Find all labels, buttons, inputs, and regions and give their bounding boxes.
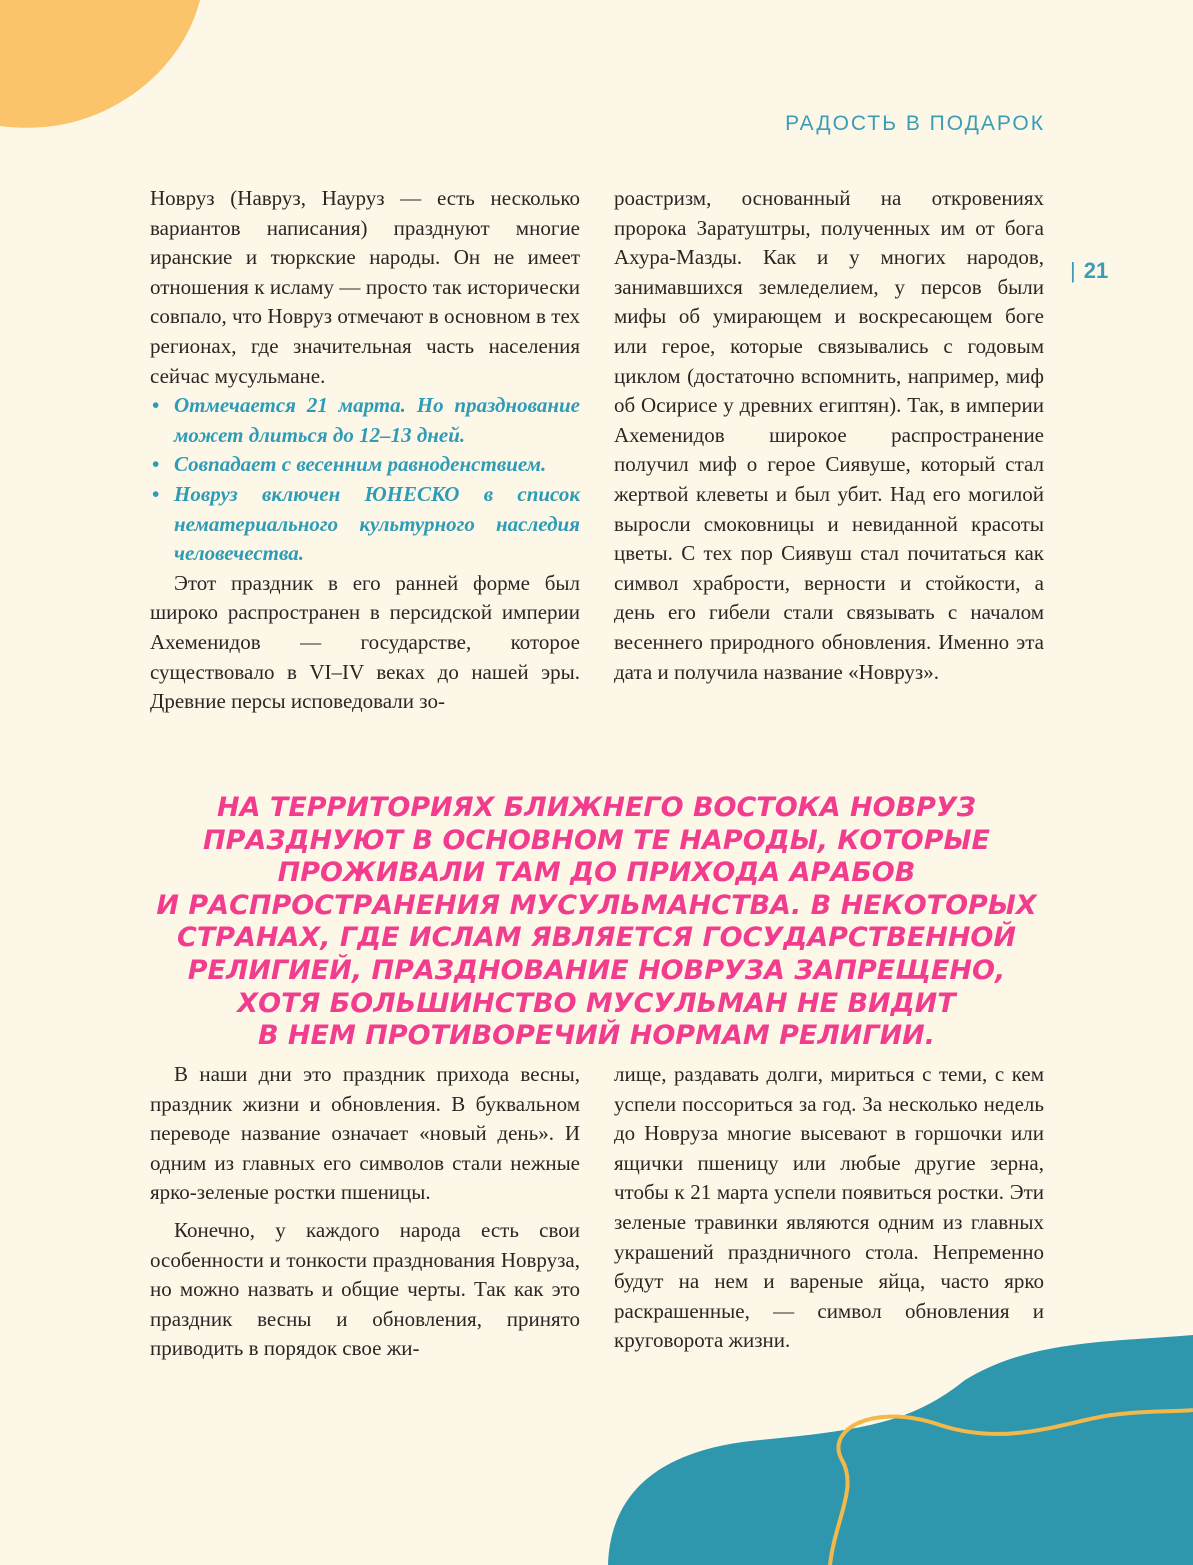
- fact-item: • Совпадает с весенним равноденствием.: [152, 452, 547, 477]
- teal-wave-bottom-right: [608, 1335, 1193, 1565]
- pull-quote-line: И РАСПРОСТРАНЕНИЯ МУСУЛЬМАНСТВА. В НЕКОТОРЫХ: [156, 889, 1037, 921]
- pull-quote-line: НА ТЕРРИТОРИЯХ БЛИЖНЕГО ВОСТОКА НОВРУЗ: [217, 792, 976, 823]
- bottom-right-column: [614, 1060, 1044, 1356]
- spring-paragraph: В наши дни это праздник прихода весны, праздник жизни и обновления. В буквальном переводе название означает «новый день». И одним из главных его символов стали нежные ярко-зеленые ростки пшеницы.: [150, 1062, 580, 1205]
- page-number-value: 21: [1083, 258, 1109, 283]
- facts-list: [150, 391, 580, 569]
- myth-paragraph: роастризм, основанный на откровениях пророка Заратуштры, полученных им от бога Ахура-Мазды. Как и у многих народов, занимавшихся земледелием, у персов были мифы об умирающем и воскресающем боге или герое, которые связывались с годовым циклом (достаточно вспомнить, например, миф об Осирисе у древних египтян). Так, в империи Ахеменидов широкое распространение получил миф о герое Сиявуше, который стал жертвой клеветы и был убит. Над его могилой выросли смоковницы и невиданной красоты цветы. С тех пор Сиявуш стал почитаться как символ храбрости, верности и стойкости, а день его гибели стали связывать с началом весеннего природного обновления. Именно эта дата и получила название «Новруз».: [614, 186, 1044, 684]
- pull-quote-line: СТРАНАХ, ГДЕ ИСЛАМ ЯВЛЯЕТСЯ ГОСУДАРСТВЕННОЙ: [177, 922, 1016, 954]
- pull-quote-line: В НЕМ ПРОТИВОРЕЧИЙ НОРМАМ РЕЛИГИИ.: [257, 1020, 936, 1052]
- intro-paragraph: Новруз (Навруз, Науруз — есть несколько вариантов написания) празднуют многие иранские и тюркские народы. Он не имеет отношения к исламу — просто так исторически совпало, что Новруз отмечают в основном в тех регионах, где значительная часть населения сейчас мусульмане.: [150, 186, 580, 388]
- top-right-column: [614, 184, 1044, 687]
- history-paragraph: Этот праздник в его ранней форме был широко распространен в персидской империи Ахеменидов — государстве, которое существовало в VI–IV веках до нашей эры. Древние персы исповедовали зо-: [150, 570, 580, 714]
- orange-blob-top-left: [0, 0, 200, 128]
- page-number: | 21: [1070, 258, 1109, 283]
- section-title: РАДОСТЬ В ПОДАРОК: [785, 112, 1045, 135]
- pull-quote-line: РЕЛИГИЕЙ, ПРАЗДНОВАНИЕ НОВРУЗА ЗАПРЕЩЕНО,: [187, 954, 1006, 986]
- bottom-left-column: [150, 1060, 580, 1364]
- traditions-paragraph: Конечно, у каждого народа есть свои особенности и тонкости празднования Новруза, но можно назвать и общие черты. Так как это праздник весны и обновления, принято приводить в порядок свое жи-: [150, 1217, 580, 1361]
- top-left-column: [150, 184, 580, 717]
- pull-quote: [140, 792, 1053, 1053]
- fact-item: • Отмечается 21 марта. Но празднование может длиться до 12–13 дней.: [152, 393, 580, 447]
- table-paragraph: лище, раздавать долги, мириться с теми, с кем успели поссориться за год. За несколько недель до Новруза многие высевают в горшочки или ящички пшеницу или любые другие зерна, чтобы к 21 марта успели появиться ростки. Эти зеленые травинки являются одним из главных украшений праздничного стола. Непременно будут на нем и вареные яйца, часто ярко раскрашенные, — символ обновления и круговорота жизни.: [614, 1062, 1044, 1353]
- pull-quote-line: ПРАЗДНУЮТ В ОСНОВНОМ ТЕ НАРОДЫ, КОТОРЫЕ: [203, 824, 990, 856]
- fact-item: • Новруз включен ЮНЕСКО в список нематериального культурного наследия человечества.: [152, 481, 580, 566]
- pull-quote-line: ХОТЯ БОЛЬШИНСТВО МУСУЛЬМАН НЕ ВИДИТ: [237, 987, 956, 1019]
- pull-quote-line: ПРОЖИВАЛИ ТАМ ДО ПРИХОДА АРАБОВ: [277, 857, 916, 889]
